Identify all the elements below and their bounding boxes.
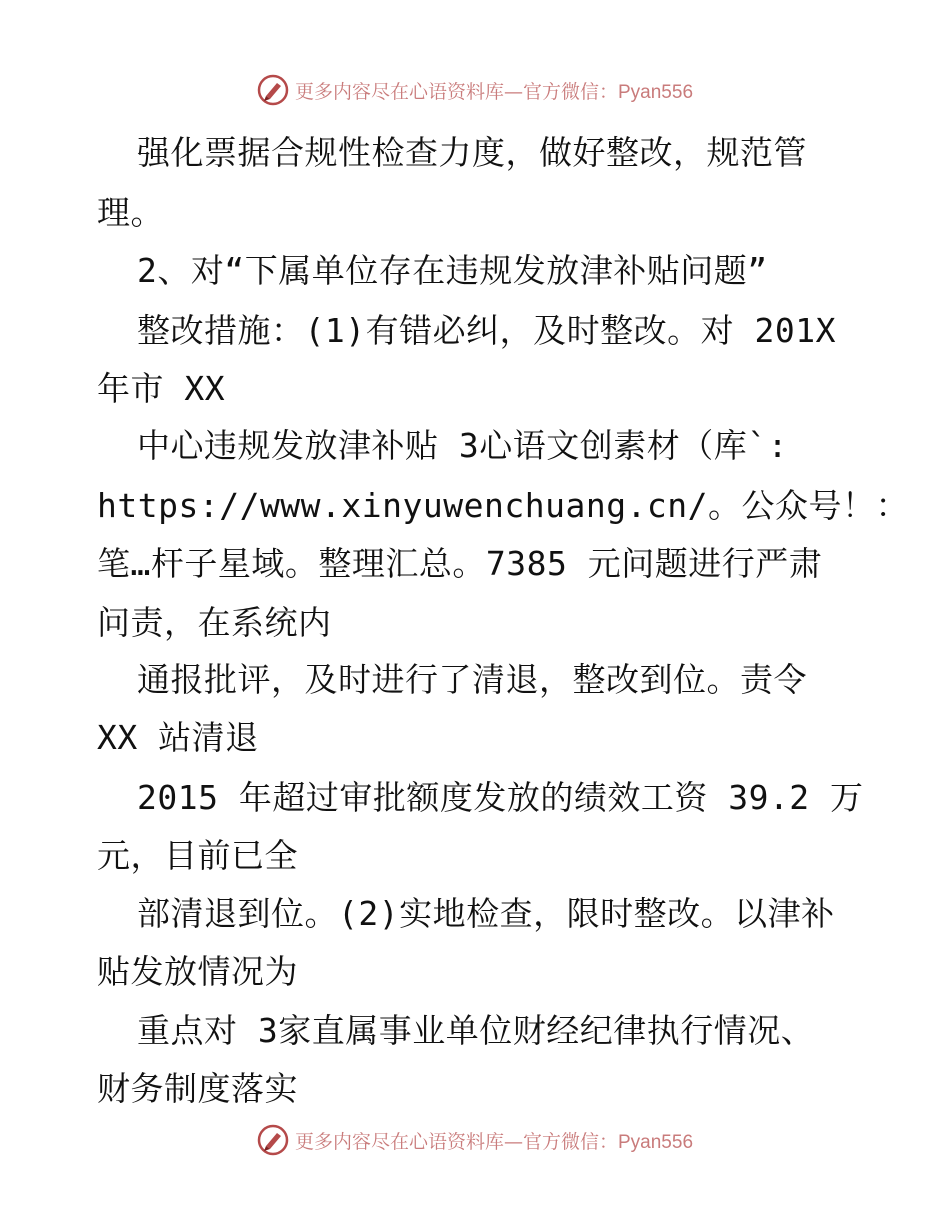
text-line: 整改措施：(1)有错必纠，及时整改。对 201X <box>137 311 836 350</box>
text-line: 理。 <box>97 193 164 232</box>
watermark-wechat-id: Pyan556 <box>618 81 694 103</box>
pen-logo-icon <box>257 74 289 106</box>
text-line: 问责，在系统内 <box>97 603 332 642</box>
watermark-slogan: 更多内容尽在心语资料库 <box>294 1130 504 1153</box>
watermark-text <box>295 1127 693 1154</box>
watermark-slogan: 更多内容尽在心语资料库 <box>294 80 504 103</box>
header-watermark-banner <box>0 70 950 110</box>
text-line: 财务制度落实 <box>97 1069 298 1108</box>
watermark-label: 官方微信： <box>522 1130 618 1153</box>
text-line: 通报批评，及时进行了清退，整改到位。责令 <box>137 660 807 699</box>
watermark-separator: — <box>503 1130 523 1153</box>
watermark-text <box>295 77 693 104</box>
footer-watermark-banner <box>0 1120 950 1160</box>
text-line: XX 站清退 <box>97 718 259 757</box>
watermark-wechat-id: Pyan556 <box>618 1131 694 1153</box>
text-line: 重点对 3家直属事业单位财经纪律执行情况、 <box>137 1011 815 1050</box>
watermark-separator: — <box>503 80 523 103</box>
watermark-label: 官方微信： <box>522 80 618 103</box>
text-line: 强化票据合规性检查力度，做好整改，规范管 <box>137 133 807 172</box>
text-line: 2、对“下属单位存在违规发放津补贴问题” <box>137 251 768 290</box>
text-line: 部清退到位。(2)实地检查，限时整改。以津补 <box>137 894 835 933</box>
text-line: 笔…杆子星域。整理汇总。7385 元问题进行严肃 <box>97 544 823 583</box>
text-line: 2015 年超过审批额度发放的绩效工资 39.2 万 <box>137 778 864 817</box>
text-line: https://www.xinyuwenchuang.cn/。公众号！： <box>97 486 910 525</box>
pen-logo-icon <box>257 1124 289 1156</box>
text-line: 贴发放情况为 <box>97 952 298 991</box>
text-line: 中心违规发放津补贴 3心语文创素材（库`: <box>137 426 788 465</box>
text-line: 年市 XX <box>97 369 226 408</box>
text-line: 元，目前已全 <box>97 836 298 875</box>
